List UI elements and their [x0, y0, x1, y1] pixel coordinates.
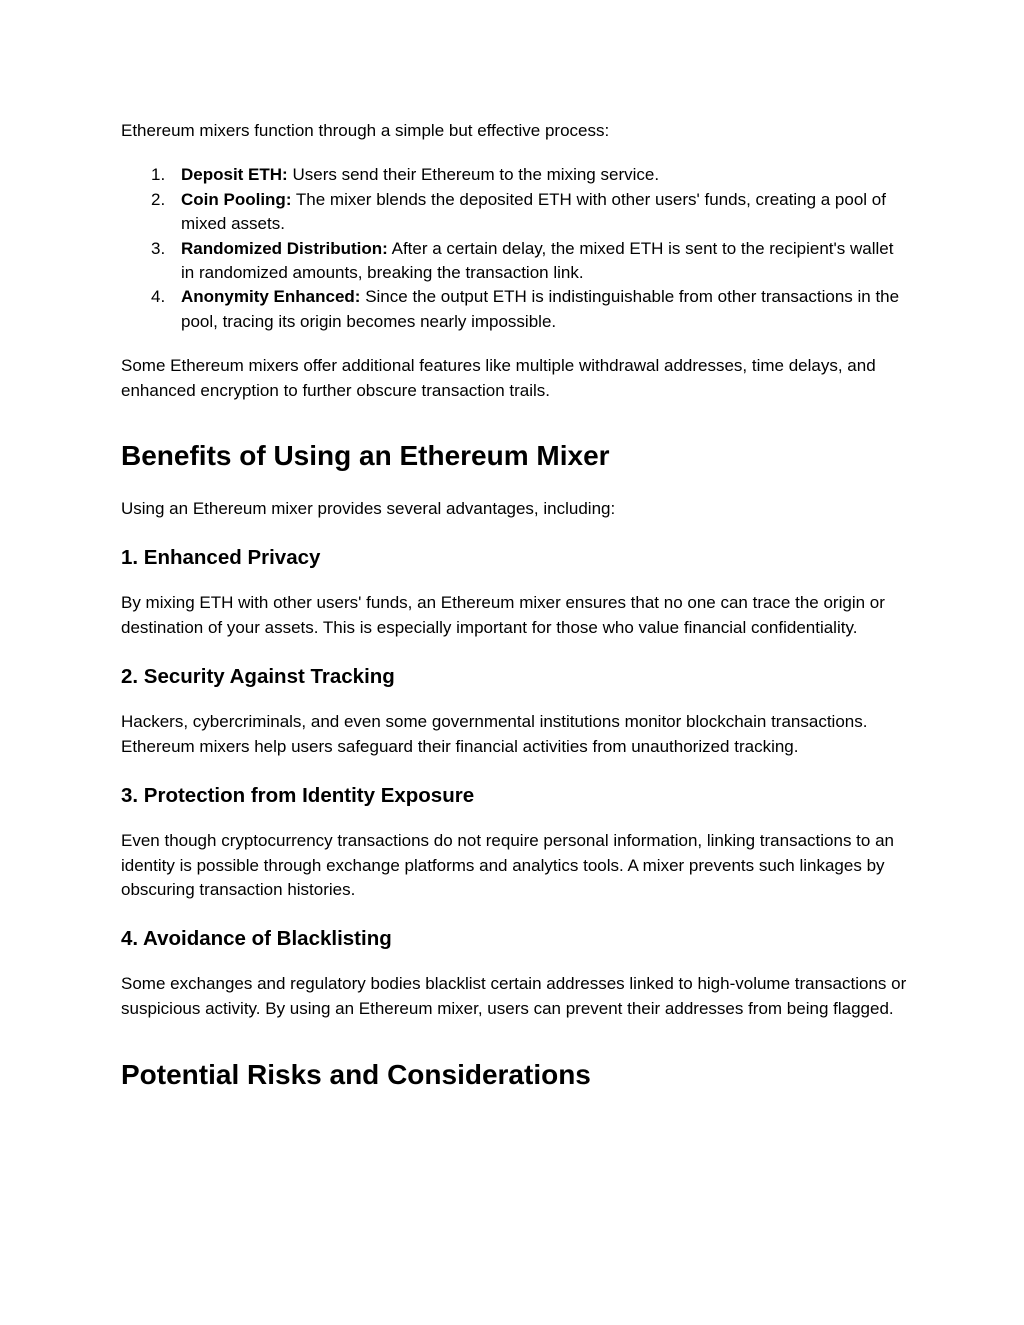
benefit-heading-identity: 3. Protection from Identity Exposure	[121, 784, 475, 808]
benefits-intro-paragraph: Using an Ethereum mixer provides several advantages, including:	[121, 499, 616, 519]
extra-features-paragraph: Some Ethereum mixers offer additional features like multiple withdrawal addresses, time delays, and enhanced encryption to further obscure transaction trails.	[121, 356, 876, 400]
risks-heading: Potential Risks and Considerations	[121, 1059, 591, 1091]
list-item-text: Users send their Ethereum to the mixing service.	[287, 165, 660, 185]
list-item-term: Coin Pooling:	[181, 189, 292, 209]
document-page	[121, 119, 911, 1092]
list-item	[151, 285, 911, 334]
list-item-term: Deposit ETH:	[181, 165, 288, 185]
list-item-number: 1.	[151, 165, 166, 185]
benefit-heading-blacklisting: 4. Avoidance of Blacklisting	[121, 927, 392, 951]
list-item	[151, 163, 911, 187]
list-item-text: Since the output ETH is indistinguishable from other transactions in the pool, tracing its origin becomes nearly impossible.	[181, 287, 900, 331]
benefit-body-blacklisting: Some exchanges and regulatory bodies blacklist certain addresses linked to high-volume transactions or suspicious activity. By using an Ethereum mixer, users can prevent their addresses from being flagged.	[121, 974, 907, 1018]
list-item-number: 4.	[151, 287, 166, 307]
intro-paragraph: Ethereum mixers function through a simple but effective process:	[121, 121, 610, 140]
list-item-term: Anonymity Enhanced:	[181, 287, 361, 307]
list-item-text: The mixer blends the deposited ETH with other users' funds, creating a pool of mixed assets.	[181, 189, 886, 234]
benefit-heading-privacy: 1. Enhanced Privacy	[121, 546, 321, 570]
benefit-body-tracking: Hackers, cybercriminals, and even some governmental institutions monitor blockchain transactions. Ethereum mixers help users safeguard their financial activities from unauthorized tracking.	[121, 712, 868, 756]
list-item-number: 3.	[151, 238, 166, 258]
list-item-number: 2.	[151, 189, 166, 209]
benefit-heading-tracking: 2. Security Against Tracking	[121, 665, 395, 689]
list-item-text: After a certain delay, the mixed ETH is sent to the recipient's wallet in randomized amounts, breaking the transaction link.	[181, 238, 894, 283]
list-item	[151, 237, 911, 286]
list-item-term: Randomized Distribution:	[181, 238, 388, 258]
process-steps-list	[121, 163, 911, 334]
list-item	[151, 188, 911, 237]
benefit-body-identity: Even though cryptocurrency transactions do not require personal information, linking transactions to an identity is possible through exchange platforms and analytics tools. A mixer prevents such linkages by obscuring transaction histories.	[121, 831, 894, 899]
benefits-heading: Benefits of Using an Ethereum Mixer	[121, 440, 610, 472]
benefit-body-privacy: By mixing ETH with other users' funds, an Ethereum mixer ensures that no one can trace the origin or destination of your assets. This is especially important for those who value financial confidentiality.	[121, 593, 885, 637]
